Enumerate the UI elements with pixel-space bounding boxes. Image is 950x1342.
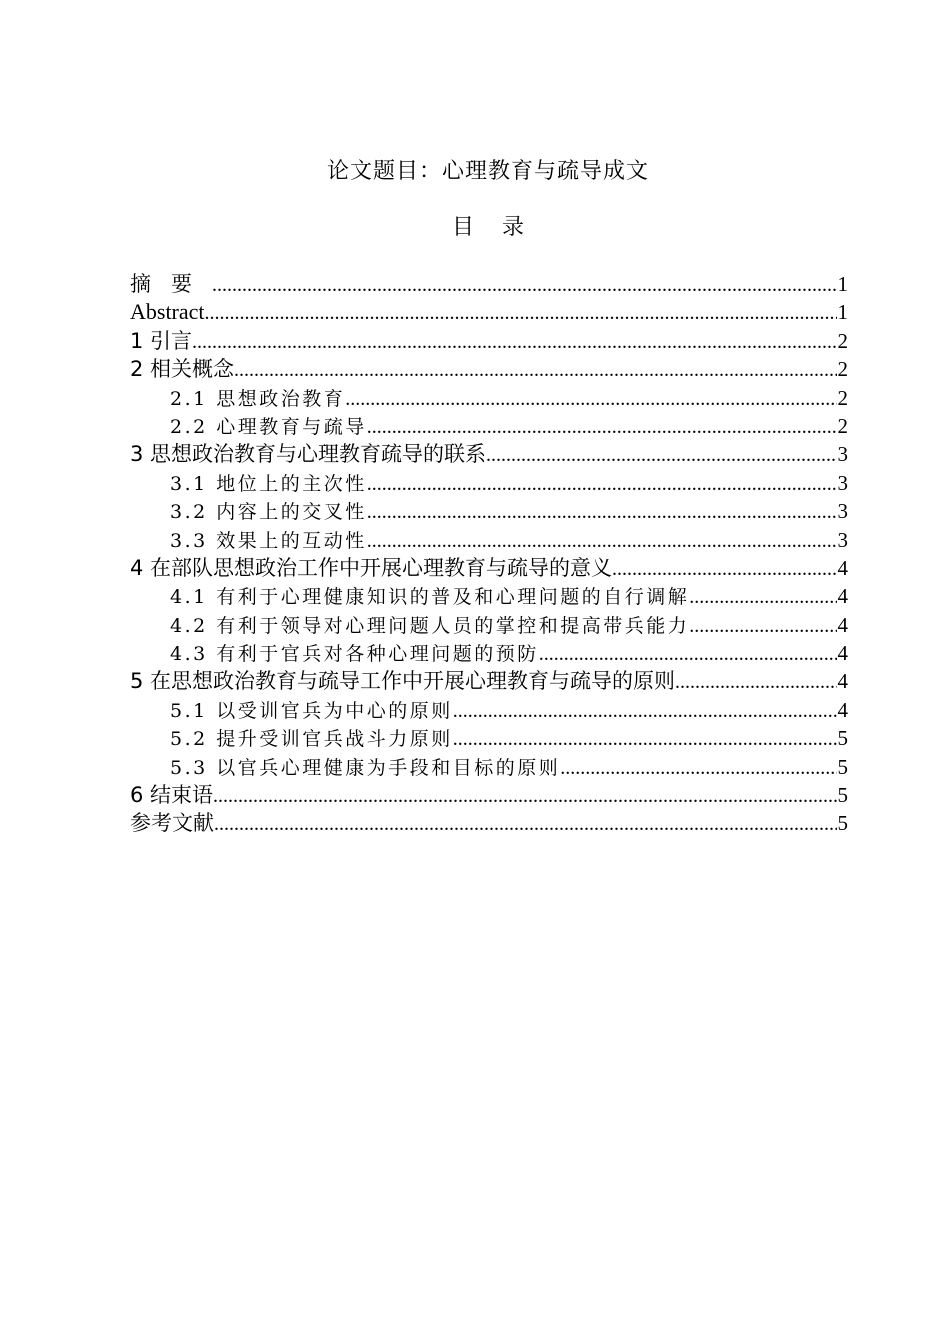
toc-subentry[interactable] xyxy=(130,611,848,639)
toc-entry-label: Abstract xyxy=(130,299,205,325)
toc-page-number: 3 xyxy=(837,499,848,524)
toc-dot-leader xyxy=(367,527,837,554)
toc-entry-label: 3.1 地位上的主次性 xyxy=(170,472,367,495)
toc-dot-leader xyxy=(345,385,836,412)
toc-page-number: 3 xyxy=(837,470,848,495)
toc-page-number: 1 xyxy=(837,300,848,325)
toc-subentry[interactable] xyxy=(130,696,848,724)
toc-page-number: 5 xyxy=(837,754,848,779)
toc-subentry[interactable] xyxy=(130,582,848,610)
toc-entry-label: 4.3 有利于官兵对各种心理问题的预防 xyxy=(170,643,539,666)
toc-dot-leader xyxy=(367,498,837,525)
toc-entry[interactable] xyxy=(130,667,848,695)
toc-dot-leader xyxy=(234,356,836,383)
toc-page-number: 5 xyxy=(837,811,848,836)
toc-entry-label: 1 引言 xyxy=(130,328,193,353)
table-of-contents xyxy=(130,270,848,838)
toc-page-number: 4 xyxy=(837,584,848,609)
toc-page-number: 5 xyxy=(837,783,848,808)
toc-entry-label: 参考文献 xyxy=(130,811,214,836)
toc-dot-leader xyxy=(689,583,836,610)
toc-dot-leader xyxy=(205,299,837,326)
toc-dot-leader xyxy=(689,612,836,639)
toc-page-number: 3 xyxy=(837,442,848,467)
toc-entry-label: 5.1 以受训官兵为中心的原则 xyxy=(170,699,453,722)
toc-page-number: 2 xyxy=(837,413,848,438)
toc-entry[interactable] xyxy=(130,355,848,383)
toc-entry[interactable] xyxy=(130,440,848,468)
toc-subentry[interactable] xyxy=(130,526,848,554)
toc-dot-leader xyxy=(675,668,836,695)
toc-entry[interactable] xyxy=(130,298,848,326)
toc-page-number: 2 xyxy=(837,328,848,353)
toc-heading: 目录 xyxy=(451,215,552,240)
toc-dot-leader xyxy=(367,470,837,497)
toc-page-number: 3 xyxy=(837,527,848,552)
toc-subentry[interactable] xyxy=(130,724,848,752)
toc-dot-leader xyxy=(212,271,837,298)
toc-page-number: 2 xyxy=(837,385,848,410)
toc-subentry[interactable] xyxy=(130,497,848,525)
toc-subentry[interactable] xyxy=(130,753,848,781)
toc-page-number: 5 xyxy=(837,726,848,751)
toc-entry-label: 3 思想政治教育与心理教育疏导的联系 xyxy=(130,442,487,467)
toc-entry[interactable] xyxy=(130,781,848,809)
toc-entry-label: 4.1 有利于心理健康知识的普及和心理问题的自行调解 xyxy=(170,586,690,609)
toc-dot-leader xyxy=(486,441,836,468)
toc-entry-label: 6 结束语 xyxy=(130,783,214,808)
document-title: 论文题目：心理教育与疏导成文 xyxy=(326,159,649,184)
toc-entry[interactable] xyxy=(130,554,848,582)
toc-dot-leader xyxy=(539,640,837,667)
toc-dot-leader xyxy=(612,555,836,582)
toc-page-number: 4 xyxy=(837,555,848,580)
toc-subentry[interactable] xyxy=(130,412,848,440)
toc-dot-leader xyxy=(192,328,836,355)
toc-entry-label: 5.3 以官兵心理健康为手段和目标的原则 xyxy=(170,756,561,779)
toc-entry-label: 2.1 思想政治教育 xyxy=(170,387,346,410)
toc-entry-label: 4.2 有利于领导对心理问题人员的掌控和提高带兵能力 xyxy=(170,614,690,637)
toc-entry[interactable] xyxy=(130,809,848,837)
toc-page-number: 4 xyxy=(837,669,848,694)
toc-dot-leader xyxy=(367,413,837,440)
toc-entry-label: 2.2 心理教育与疏导 xyxy=(170,415,367,438)
toc-entry[interactable] xyxy=(130,327,848,355)
toc-page-number: 1 xyxy=(837,272,848,296)
toc-page-number: 4 xyxy=(837,697,848,722)
toc-entry-label: 3.2 内容上的交叉性 xyxy=(170,501,367,524)
toc-dot-leader xyxy=(214,810,837,837)
toc-entry[interactable] xyxy=(130,270,848,298)
toc-entry-label: 2 相关概念 xyxy=(130,357,235,382)
toc-page-number: 4 xyxy=(837,612,848,637)
toc-page-number: 2 xyxy=(837,357,848,382)
toc-dot-leader xyxy=(453,697,837,724)
toc-entry-label: 摘要 xyxy=(130,272,212,296)
toc-subentry[interactable] xyxy=(130,639,848,667)
toc-subentry[interactable] xyxy=(130,384,848,412)
toc-dot-leader xyxy=(453,725,837,752)
toc-entry-label: 5 在思想政治教育与疏导工作中开展心理教育与疏导的原则 xyxy=(130,669,676,694)
toc-entry-label: 4 在部队思想政治工作中开展心理教育与疏导的意义 xyxy=(130,555,613,580)
toc-dot-leader xyxy=(213,782,836,809)
toc-entry-label: 5.2 提升受训官兵战斗力原则 xyxy=(170,728,453,751)
toc-page-number: 4 xyxy=(837,641,848,666)
toc-subentry[interactable] xyxy=(130,469,848,497)
toc-dot-leader xyxy=(560,754,836,781)
toc-entry-label: 3.3 效果上的互动性 xyxy=(170,529,367,552)
